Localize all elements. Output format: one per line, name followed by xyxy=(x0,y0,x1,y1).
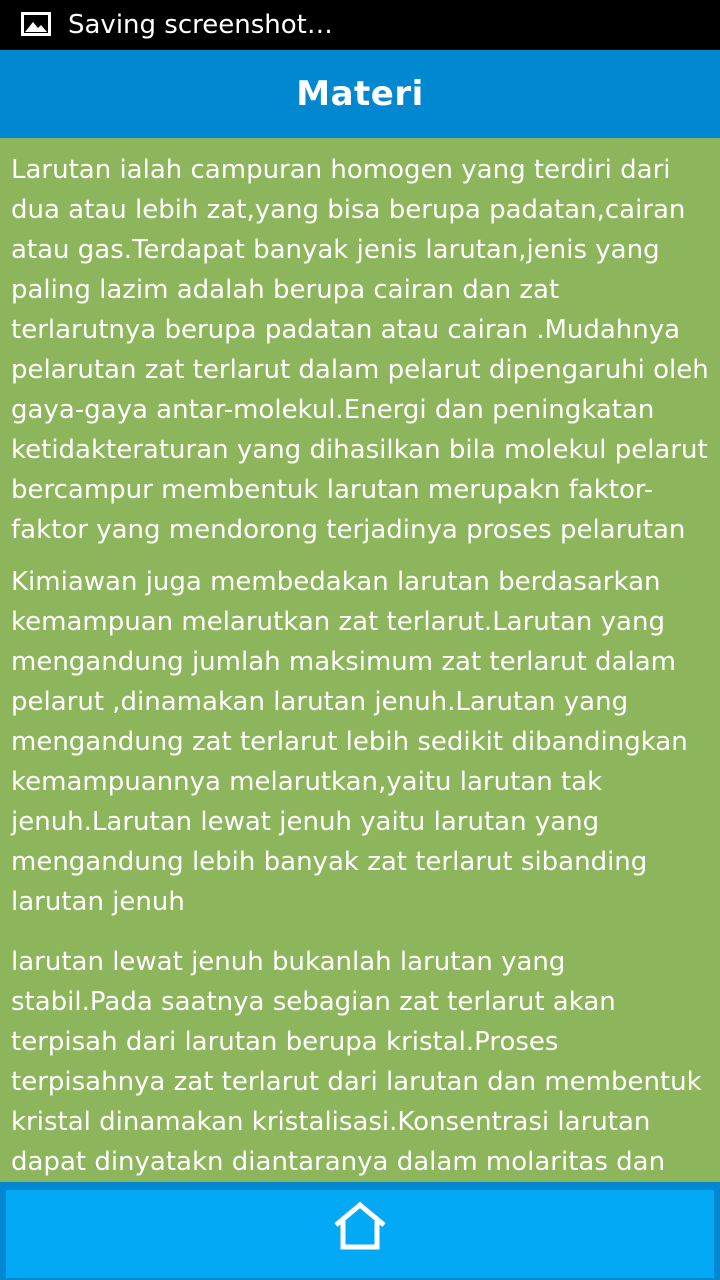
home-icon xyxy=(333,1202,387,1250)
paragraph: Kimiawan juga membedakan larutan berdasarkan kemampuan melarutkan zat terlarut.Larutan yang mengandung jumlah maksimum zat terlarut dalam pelarut ,dinamakan larutan jenuh.Larutan yang mengandung zat terlarut lebih sedikit dibandingkan kemampuannya melarutkan,yaitu larutan tak jenuh.Larutan lewat jenuh yaitu larutan yang mengandung lebih banyak zat terlarut sibanding larutan jenuh xyxy=(11,567,688,917)
paragraph: larutan lewat jenuh bukanlah larutan yang stabil.Pada saatnya sebagian zat terlarut akan terpisah dari larutan berupa kristal.Proses terpisahnya zat terlarut dari larutan dan membentuk kristal dinamakan kristalisasi.Konsentrasi larutan dapat dinyatakn diantaranya dalam molaritas dan xyxy=(11,947,702,1177)
paragraph: Larutan ialah campuran homogen yang terdiri dari dua atau lebih zat,yang bisa berupa padatan,cairan atau gas.Terdapat banyak jenis larutan,jenis yang paling lazim adalah berupa cairan dan zat terlarutnya berupa padatan atau cairan .Mudahnya pelarutan zat terlarut dalam pelarut dipengaruhi oleh gaya-gaya antar-molekul.Energi dan peningkatan ketidakteraturan yang dihasilkan bila molekul pelarut bercampur membentuk larutan merupakn faktor-faktor yang mendorong terjadinya proses pelarutan xyxy=(11,155,709,545)
image-icon xyxy=(21,12,51,36)
content-scroll-area[interactable] xyxy=(0,138,720,1182)
home-button[interactable] xyxy=(6,1190,714,1278)
status-bar xyxy=(0,0,720,50)
status-text: Saving screenshot… xyxy=(68,10,333,40)
app-header xyxy=(0,50,720,138)
page-title: Materi xyxy=(296,74,424,114)
bottom-bar xyxy=(0,1182,720,1280)
